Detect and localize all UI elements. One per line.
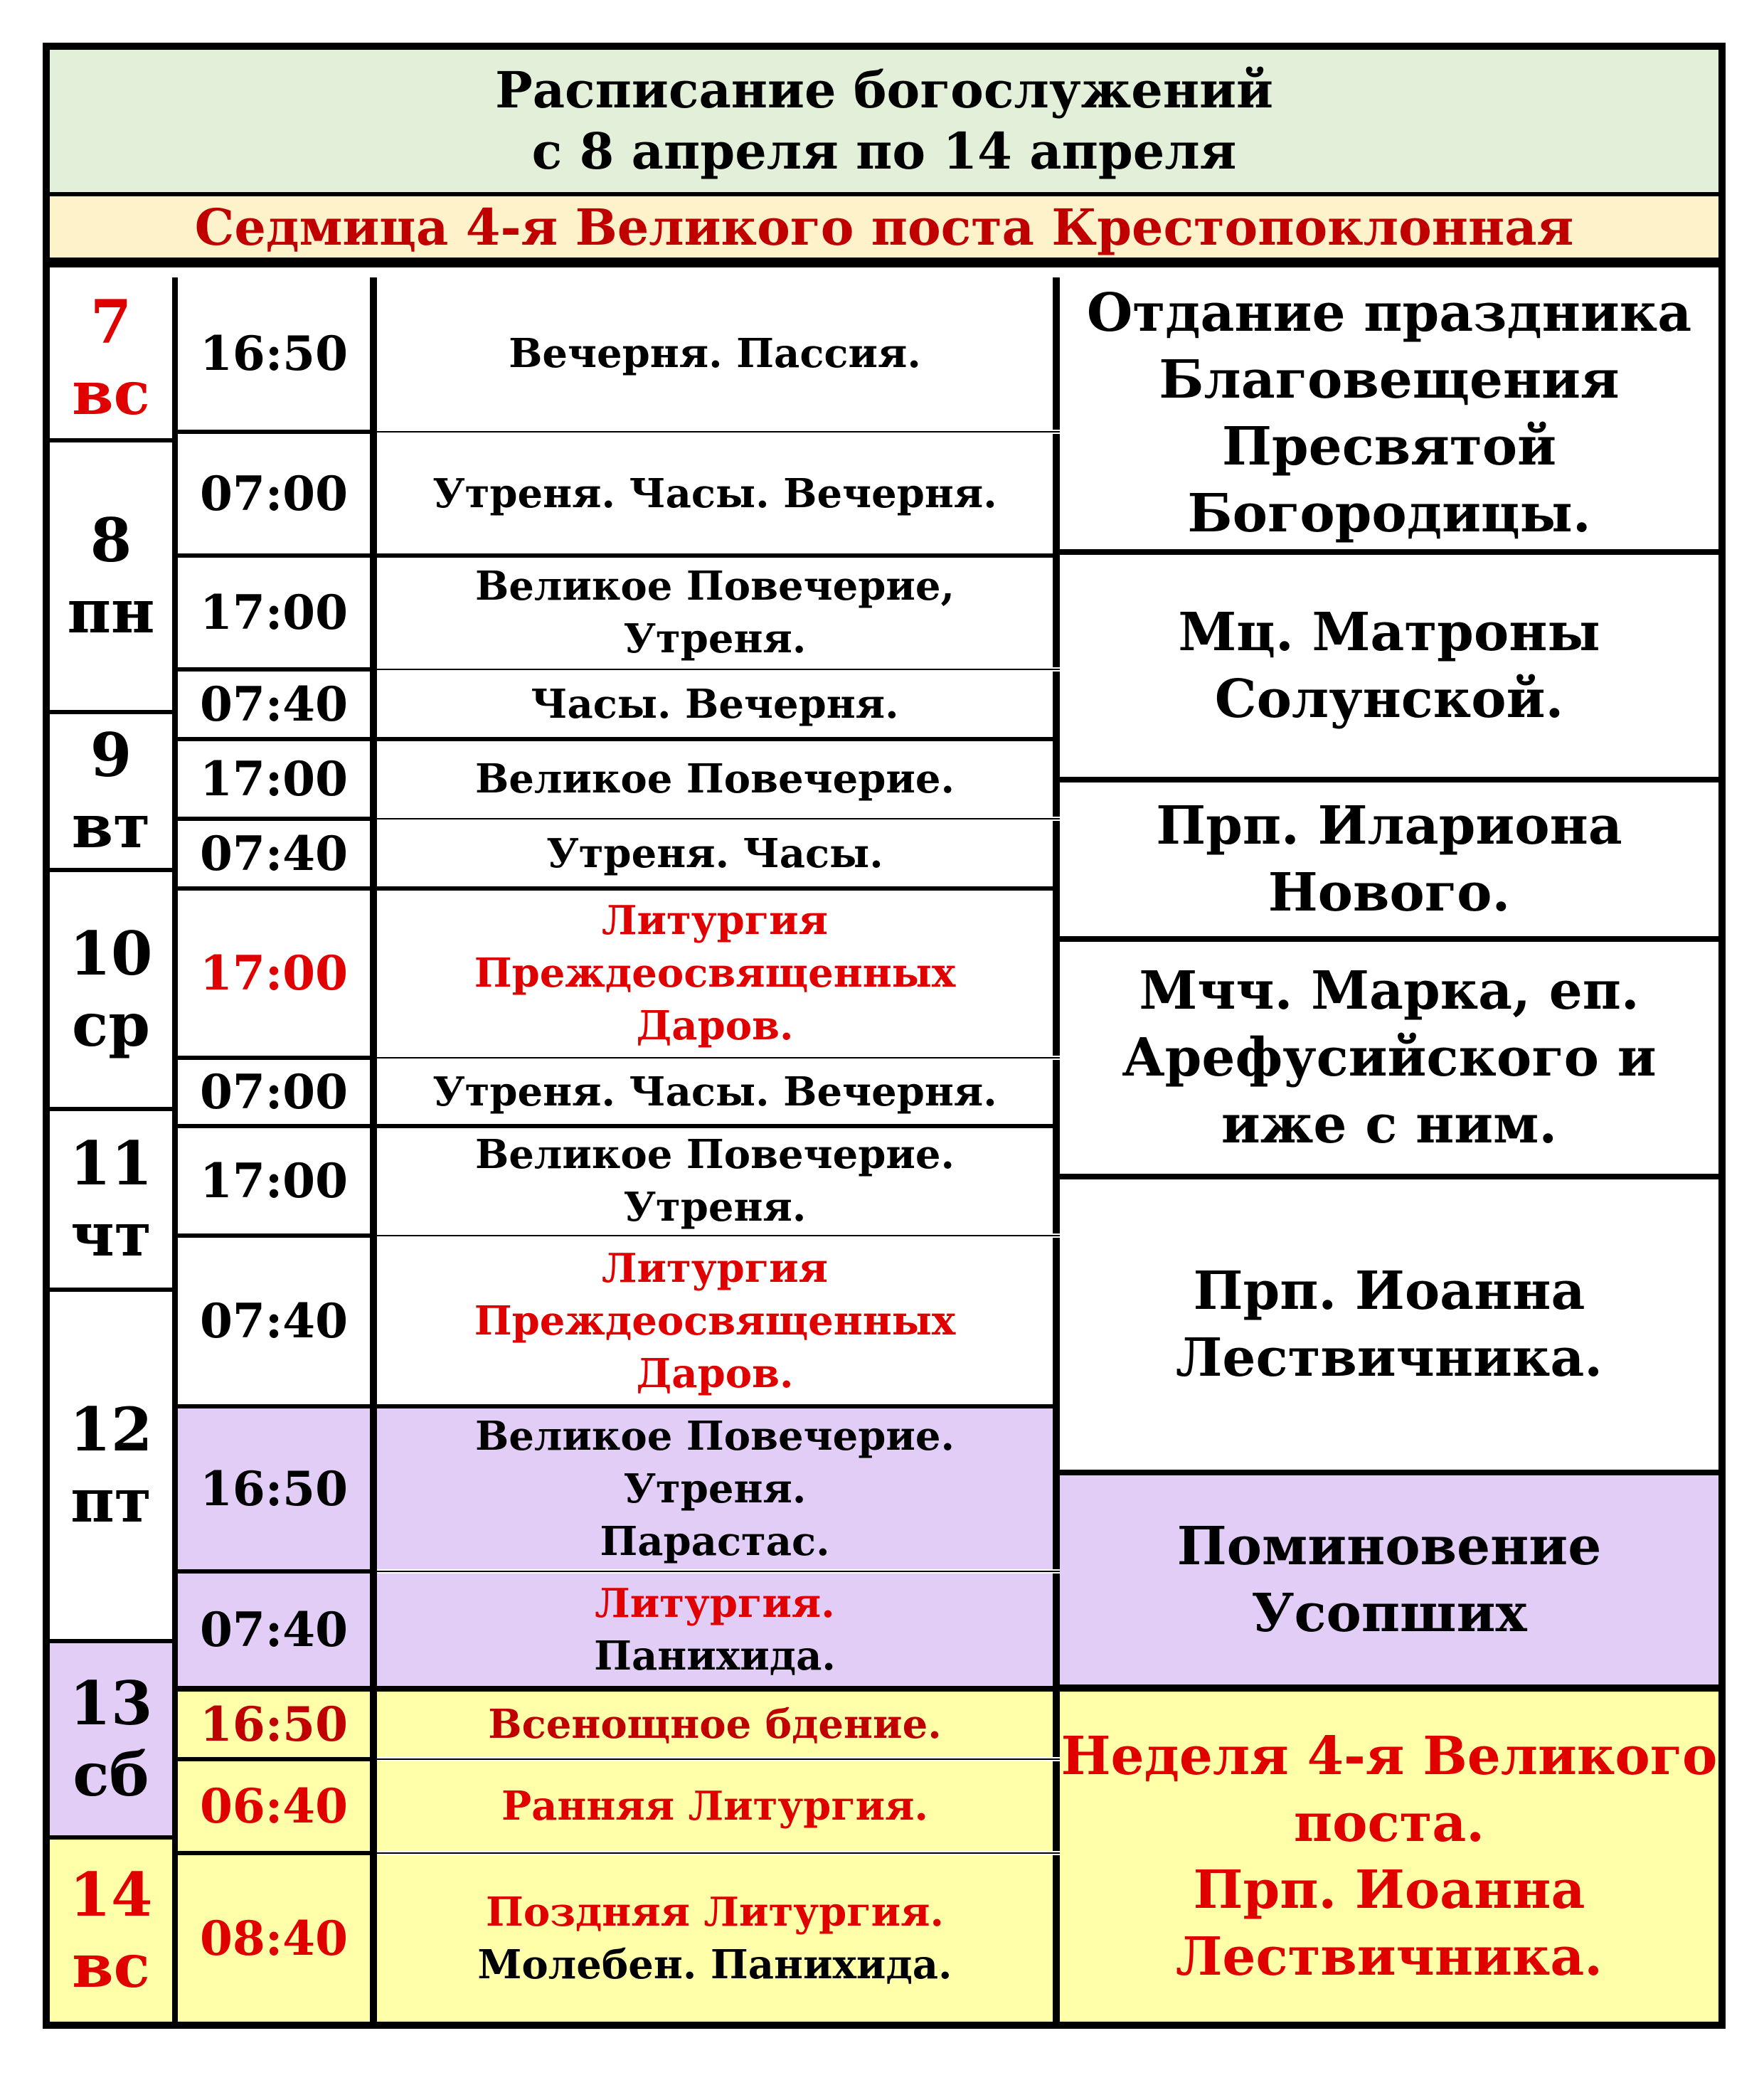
- title-line-2: с 8 апреля по 14 апреля: [531, 122, 1237, 181]
- feast-line: Поминовение: [1176, 1516, 1602, 1577]
- service-line: Великое Повечерие,: [474, 563, 955, 610]
- day-number: 7: [90, 287, 132, 357]
- day-cell: [50, 872, 178, 1107]
- day-of-week: вс: [72, 358, 150, 428]
- row-divider: [377, 1758, 1060, 1760]
- row-divider: [1060, 777, 1718, 782]
- feast-line: Неделя 4-я Великого: [1061, 1726, 1718, 1787]
- service-line: Вечерня. Пассия.: [509, 330, 921, 377]
- day-cell: [50, 442, 178, 710]
- feast-line: Прп. Иоанна: [1193, 1859, 1585, 1921]
- row-divider: [377, 1571, 1060, 1572]
- feast-line: Усопших: [1251, 1583, 1527, 1644]
- service-line: Панихида.: [594, 1633, 836, 1680]
- service-time: 07:40: [178, 1238, 377, 1404]
- service-name: [377, 1692, 1060, 1757]
- service-line: Великое Повечерие.: [474, 1131, 955, 1178]
- service-name: [377, 891, 1060, 1056]
- service-line: Преждеосвященных: [474, 1298, 956, 1344]
- feast-line: Арефусийского и: [1122, 1027, 1657, 1088]
- row-divider: [178, 1569, 377, 1574]
- schedule-table: [43, 43, 1726, 2029]
- feast-line: Лествичника.: [1175, 1327, 1603, 1389]
- day-number: 11: [69, 1128, 153, 1199]
- service-line: Даров.: [636, 1002, 794, 1049]
- service-line: Даров.: [636, 1350, 794, 1397]
- row-divider: [178, 737, 377, 741]
- day-number: 8: [90, 505, 132, 575]
- feast-line: Пресвятой: [1222, 416, 1556, 477]
- feast-cell: [1060, 277, 1718, 549]
- row-divider: [1060, 1470, 1718, 1475]
- row-divider: [178, 1404, 377, 1408]
- day-cell: [50, 1643, 178, 1835]
- row-divider: [377, 1404, 1060, 1408]
- row-divider: [178, 553, 377, 558]
- service-name: [377, 1128, 1060, 1233]
- row-divider: [377, 553, 1060, 558]
- service-name: [377, 558, 1060, 667]
- service-time: 07:40: [178, 1574, 377, 1686]
- feast-line: Прп. Иоанна: [1193, 1261, 1585, 1322]
- row-divider: [178, 817, 377, 821]
- feast-cell: [1060, 1179, 1718, 1470]
- row-divider: [1060, 936, 1718, 942]
- service-name: [377, 1238, 1060, 1404]
- service-line: Великое Повечерие.: [474, 755, 955, 802]
- row-divider: [50, 1639, 178, 1643]
- service-time: 17:00: [178, 741, 377, 817]
- service-line: Литургия.: [595, 1580, 835, 1627]
- day-cell: [50, 277, 178, 438]
- day-of-week: чт: [70, 1199, 152, 1270]
- day-of-week: вс: [72, 1931, 150, 2001]
- service-time: 07:00: [178, 434, 377, 553]
- service-line: Парастас.: [600, 1518, 830, 1565]
- service-time: 07:00: [178, 1060, 377, 1124]
- feast-line: поста.: [1293, 1793, 1485, 1854]
- row-divider: [377, 1057, 1060, 1058]
- row-divider: [50, 710, 178, 714]
- week-title: Седмица 4-я Великого поста Крестопоклонная: [50, 196, 1718, 267]
- service-line: Великое Повечерие.: [474, 1413, 955, 1460]
- feast-line: Богородицы.: [1187, 483, 1591, 544]
- day-number: 14: [69, 1859, 153, 1930]
- service-line: Преждеосвященных: [474, 950, 956, 997]
- service-line: Утреня. Часы.: [546, 830, 883, 877]
- feast-line: Прп. Илариона: [1156, 795, 1622, 856]
- day-of-week: сб: [73, 1739, 149, 1810]
- row-divider: [1060, 1174, 1718, 1179]
- feast-cell: [1060, 1475, 1718, 1684]
- service-line: Утреня.: [623, 1465, 807, 1512]
- service-name: [377, 1574, 1060, 1686]
- day-cell: [50, 1292, 178, 1639]
- feast-cell: [1060, 782, 1718, 936]
- row-divider: [1060, 1684, 1718, 1692]
- row-divider: [377, 818, 1060, 819]
- service-time: 16:50: [178, 1408, 377, 1569]
- day-of-week: пт: [70, 1465, 152, 1536]
- day-of-week: пн: [67, 576, 155, 647]
- title-line-1: Расписание богослужений: [495, 60, 1273, 120]
- service-line: Поздняя Литургия.: [486, 1889, 944, 1936]
- feast-cell: [1060, 555, 1718, 777]
- feast-line: Лествичника.: [1175, 1926, 1603, 1988]
- schedule-title: [50, 50, 1718, 196]
- row-divider: [377, 1124, 1060, 1128]
- row-divider: [50, 438, 178, 442]
- row-divider: [178, 430, 377, 434]
- row-divider: [178, 1056, 377, 1060]
- service-line: Утреня. Часы. Вечерня.: [432, 470, 997, 517]
- row-divider: [50, 1107, 178, 1111]
- feast-cell: [1060, 1692, 1718, 2022]
- feast-line: Солунской.: [1214, 669, 1564, 730]
- row-divider: [178, 1233, 377, 1238]
- row-divider: [50, 1835, 178, 1840]
- service-name: [377, 1855, 1060, 2022]
- row-divider: [377, 886, 1060, 891]
- feast-line: Отдание праздника: [1086, 282, 1692, 344]
- day-of-week: вт: [71, 791, 151, 861]
- service-line: Утреня.: [623, 615, 807, 662]
- service-name: [377, 672, 1060, 737]
- service-time: 08:40: [178, 1855, 377, 2022]
- day-of-week: ср: [72, 989, 150, 1060]
- day-cell: [50, 1840, 178, 2022]
- day-cell: [50, 1111, 178, 1288]
- row-divider: [377, 737, 1060, 741]
- service-line: Ранняя Литургия.: [501, 1783, 929, 1830]
- row-divider: [377, 1852, 1060, 1854]
- service-time: 17:00: [178, 558, 377, 667]
- row-divider: [50, 868, 178, 872]
- service-line: Утреня. Часы. Вечерня.: [432, 1068, 997, 1115]
- row-divider: [178, 1686, 377, 1692]
- day-number: 12: [69, 1394, 153, 1465]
- day-cell: [50, 714, 178, 868]
- service-time: 17:00: [178, 891, 377, 1056]
- service-name: [377, 1408, 1060, 1569]
- service-name: [377, 1060, 1060, 1124]
- row-divider: [377, 431, 1060, 433]
- service-line: Утреня.: [623, 1184, 807, 1231]
- service-name: [377, 434, 1060, 553]
- service-time: 07:40: [178, 821, 377, 886]
- day-number: 10: [69, 918, 153, 989]
- feast-cell: [1060, 942, 1718, 1174]
- feast-line: Мц. Матроны: [1178, 602, 1600, 663]
- row-divider: [178, 886, 377, 891]
- service-line: Всенощное бдение.: [488, 1701, 942, 1748]
- row-divider: [178, 1851, 377, 1855]
- service-line: Литургия: [602, 897, 828, 944]
- service-line: Часы. Вечерня.: [531, 681, 899, 728]
- row-divider: [377, 1686, 1060, 1692]
- feast-line: Мчч. Марка, еп.: [1139, 960, 1640, 1022]
- service-line: Молебен. Панихида.: [477, 1941, 952, 1988]
- service-time: 16:50: [178, 277, 377, 430]
- row-divider: [178, 667, 377, 672]
- row-divider: [1060, 549, 1718, 555]
- row-divider: [377, 1235, 1060, 1236]
- feast-line: Нового.: [1268, 862, 1511, 923]
- day-number: 9: [90, 720, 132, 790]
- feast-line: Благовещения: [1159, 349, 1620, 410]
- row-divider: [178, 1757, 377, 1761]
- service-name: [377, 277, 1060, 430]
- service-time: 06:40: [178, 1761, 377, 1851]
- service-name: [377, 1761, 1060, 1851]
- service-time: 16:50: [178, 1692, 377, 1757]
- row-divider: [50, 1288, 178, 1292]
- service-name: [377, 741, 1060, 817]
- service-time: 07:40: [178, 672, 377, 737]
- service-line: Литургия: [602, 1245, 828, 1292]
- service-time: 17:00: [178, 1128, 377, 1233]
- day-number: 13: [69, 1668, 153, 1739]
- service-name: [377, 821, 1060, 886]
- feast-line: иже с ним.: [1221, 1094, 1558, 1155]
- row-divider: [178, 1124, 377, 1128]
- row-divider: [377, 669, 1060, 670]
